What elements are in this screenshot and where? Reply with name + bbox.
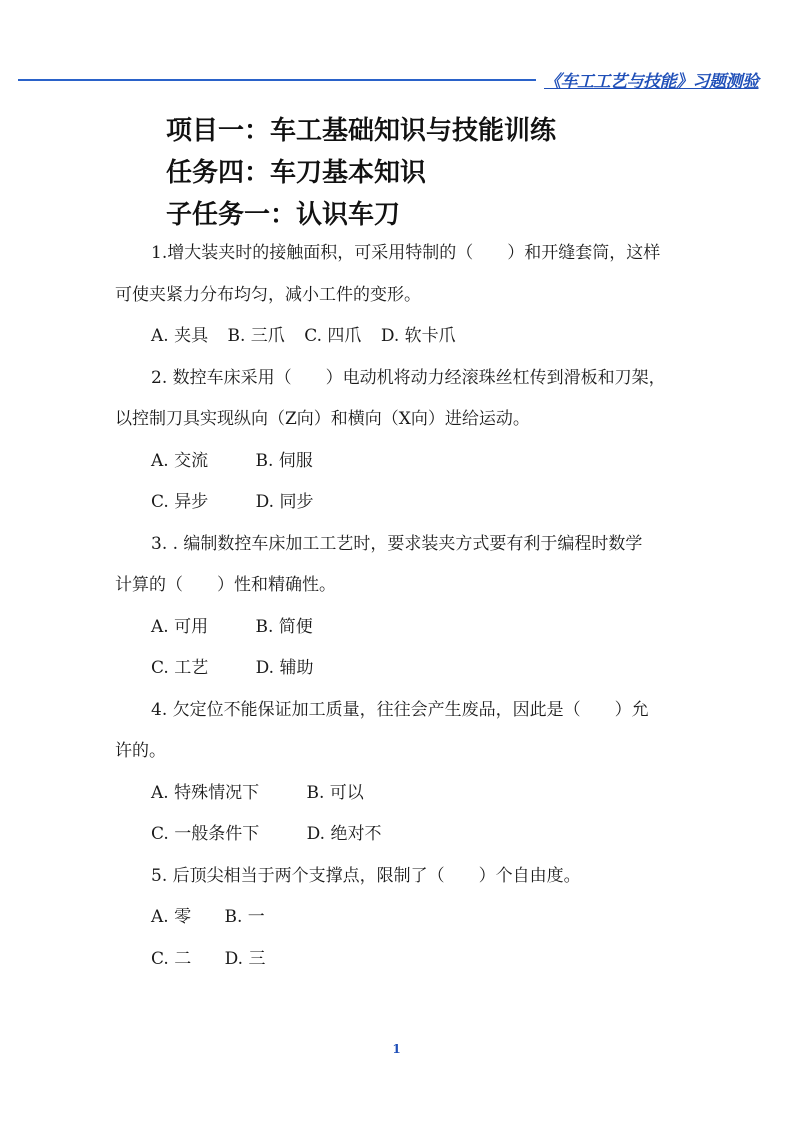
question-3-option-a: A. 可用	[151, 616, 209, 637]
question-4-options-row-2	[115, 814, 705, 856]
question-3-option-c: C. 工艺	[151, 658, 209, 678]
subtask-heading: 子任务一：认识车刀	[166, 200, 401, 230]
question-5-options-row-1	[115, 897, 705, 939]
question-2-options-row-1	[115, 441, 705, 483]
question-1-stem-line-1: 1.增大装夹时的接触面积，可采用特制的（ ）和开缝套筒，这样	[151, 243, 661, 263]
question-3-stem-line-2: 计算的（ ）性和精确性。	[115, 575, 336, 595]
question-2-stem-line-2: 以控制刀具实现纵向（Z向）和横向（X向）进给运动。	[115, 409, 530, 429]
question-4-options-row-1	[115, 773, 705, 815]
question-1-stem-line-2: 可使夹紧力分布均匀，减小工件的变形。	[115, 284, 421, 305]
question-4-option-b: B. 可以	[306, 782, 364, 803]
question-2-option-b: B. 伺服	[255, 450, 313, 471]
headings	[166, 110, 556, 236]
question-5-option-a: A. 零	[151, 907, 192, 927]
question-1-option-c: C. 四爪	[304, 326, 362, 346]
question-2-options-row-2	[115, 482, 705, 524]
question-1-option-b: B. 三爪	[227, 326, 285, 346]
question-4-option-c: C. 一般条件下	[151, 824, 260, 844]
question-1-option-a: A. 夹具	[151, 326, 209, 346]
project-heading: 项目一：车工基础知识与技能训练	[166, 116, 557, 146]
question-4-stem-line-2: 许的。	[115, 741, 166, 761]
question-2-option-c: C. 异步	[151, 492, 209, 512]
header-rule	[18, 79, 536, 81]
question-4-option-a: A. 特殊情况下	[151, 782, 260, 803]
question-4-option-d: D. 绝对不	[306, 824, 382, 844]
question-5-option-b: B. 一	[224, 907, 265, 927]
question-1-option-d: D. 软卡爪	[380, 326, 456, 346]
question-3-option-d: D. 辅助	[255, 658, 314, 678]
question-1-options	[115, 316, 705, 358]
question-4-stem-line-1: 4. 欠定位不能保证加工质量，往往会产生废品，因此是（ ）允	[151, 699, 649, 720]
page-number: 1	[392, 1042, 401, 1056]
question-3-stem-line-1: 3. . 编制数控车床加工工艺时，要求装夹方式要有利于编程时数学	[151, 533, 643, 554]
question-5-stem-line-1: 5. 后顶尖相当于两个支撑点，限制了（ ）个自由度。	[151, 865, 581, 886]
question-3-option-b: B. 简便	[255, 616, 313, 637]
question-3-options-row-2	[115, 648, 705, 690]
question-3-options-row-1	[115, 607, 705, 649]
question-5-option-c: C. 二	[151, 948, 192, 969]
task-heading: 任务四：车刀基本知识	[166, 158, 427, 188]
question-5-options-row-2	[115, 939, 705, 981]
question-2-option-d: D. 同步	[255, 492, 314, 512]
question-2-stem-line-1: 2. 数控车床采用（ ）电动机将动力经滚珠丝杠传到滑板和刀架，	[151, 367, 666, 388]
header-title: 《车工工艺与技能》习题测验	[544, 72, 759, 92]
question-2-option-a: A. 交流	[151, 450, 209, 471]
question-5-option-d: D. 三	[224, 948, 266, 969]
question-list	[115, 233, 705, 980]
